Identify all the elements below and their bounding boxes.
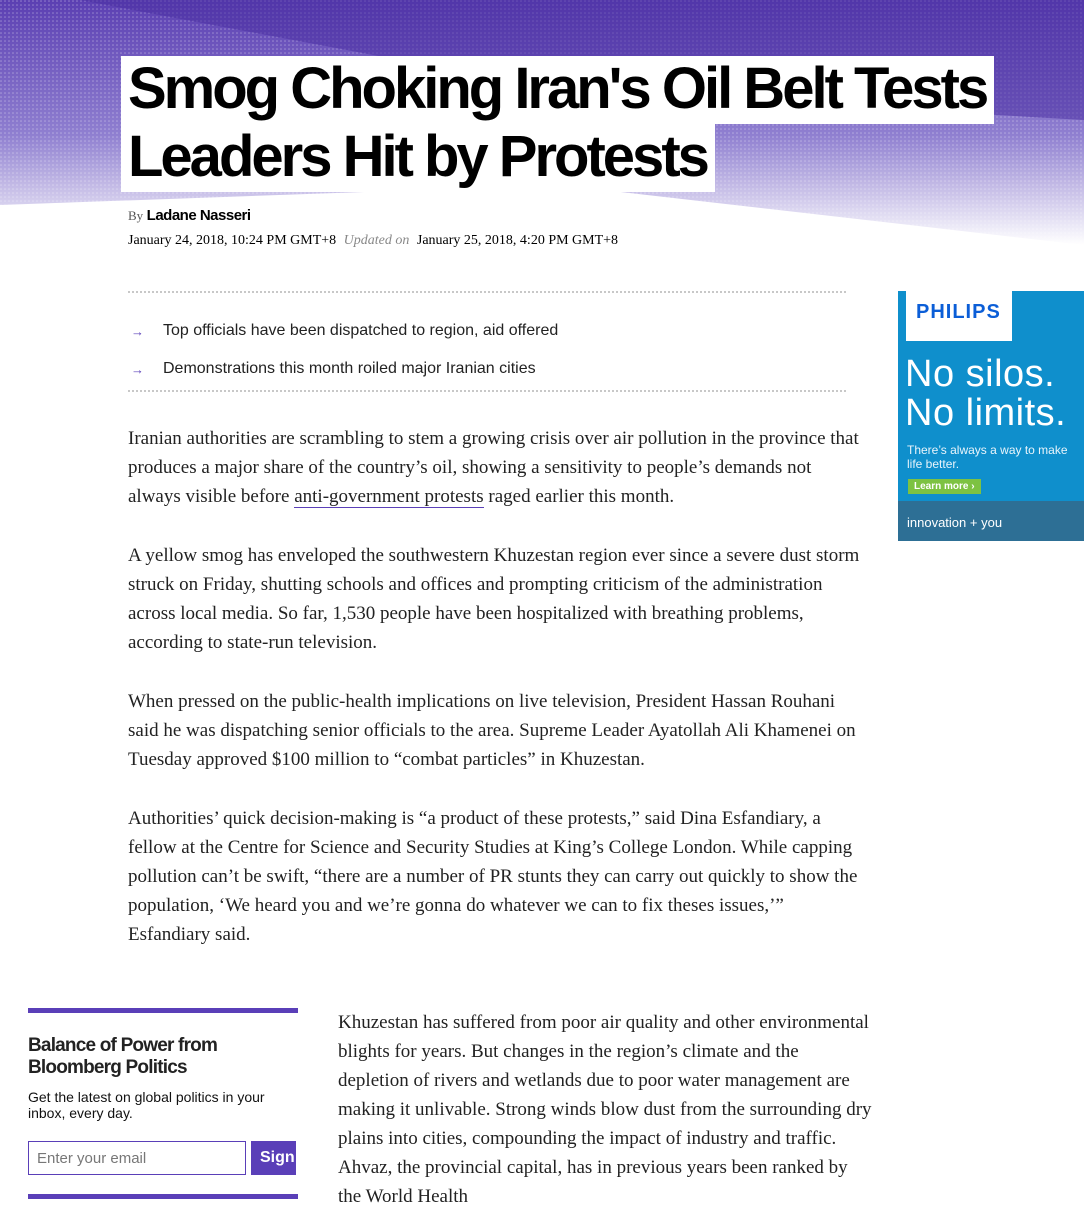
updated-date: January 25, 2018, 4:20 PM GMT+8 [416,233,619,248]
newsletter-title: Balance of Power from Bloomberg Politics [28,1035,218,1078]
summary-divider-bottom [128,390,846,392]
author-link[interactable]: Ladane Nasseri [146,207,251,224]
summary-list [128,312,848,388]
list-item [128,350,848,388]
newsletter-signup [28,1008,321,1175]
byline [128,207,251,225]
paragraph: Authorities’ quick decision-making is “a product of these protests,” said Dina Esfandiary, a fellow at the Centre for Science and Security Studies at King’s College London. While capping pollution can’t be swift, “there are a number of PR stunts they can carry out quickly to show the population, ‘We heard you and we’re gonna do whatever we can to fix theses issues,’” Esfandiary said. [128,808,858,945]
ad-headline-line-2: No limits. [905,392,1067,434]
article-body-continued [338,1008,873,1211]
summary-text: Demonstrations this month roiled major Iranian cities [163,360,536,377]
summary-divider-top [128,291,846,293]
summary-text: Top officials have been dispatched to region, aid offered [163,322,559,339]
by-label: By [128,208,144,223]
ad-footer-text: innovation + you [907,515,1003,530]
updated-label: Updated on [343,233,410,248]
article-headline [121,56,1041,192]
headline-line-2: Leaders Hit by Protests [121,124,715,192]
paragraph: A yellow smog has enveloped the southwestern Khuzestan region ever since a severe dust storm struck on Friday, shutting schools and offices and prompting criticism of the administration across local media. So far, 1,530 people have been hospitalized with breathing problems, according to state-run television. [128,545,860,653]
philips-logo: PHILIPS [916,301,1001,323]
paragraph-text: Iranian authorities are scrambling to stem a growing crisis over air pollution in the province that produces a major share of the country’s oil, showing a sensitivity to people’s demands not always visible before [128,428,859,507]
arrow-right-icon: → [131,323,144,339]
newsletter-top-bar [28,1008,298,1013]
headline-line-1: Smog Choking Iran's Oil Belt Tests [121,56,994,124]
ad-headline-line-1: No silos. [905,353,1056,395]
published-date: January 24, 2018, 10:24 PM GMT+8 [128,233,337,248]
protests-link[interactable]: anti-government protests [294,486,484,507]
ad-tagline: There’s always a way to make life better. [907,443,1068,471]
list-item [128,312,848,350]
sign-up-button[interactable]: Sign Up [251,1141,296,1175]
arrow-right-icon: → [131,361,144,377]
paragraph: When pressed on the public-health implications on live television, President Hassan Rouhani said he was dispatching senior officials to the area. Supreme Leader Ayatollah Ali Khamenei on Tuesday approved $100 million to “combat particles” in Khuzestan. [128,691,856,770]
newsletter-bottom-bar [28,1194,298,1199]
paragraph: Khuzestan has suffered from poor air quality and other environmental blights for years. But changes in the region’s climate and the depletion of rivers and wetlands due to poor water management are making it unlivable. Strong winds blow dust from the surrounding dry plains into cities, compounding the impact of industry and traffic. Ahvaz, the provincial capital, has in previous years been ranked by the World Health [338,1012,872,1207]
ad-headline [905,355,1066,433]
ad-learn-more-button[interactable]: Learn more › [908,479,981,494]
philips-ad[interactable] [898,291,1084,541]
article-body [128,424,868,979]
paragraph [128,424,868,511]
newsletter-description: Get the latest on global politics in your inbox, every day. [28,1089,265,1121]
newsletter-form [28,1141,321,1175]
email-input[interactable] [28,1141,246,1175]
paragraph-text: raged earlier this month. [483,486,675,507]
article-dates [128,233,618,249]
